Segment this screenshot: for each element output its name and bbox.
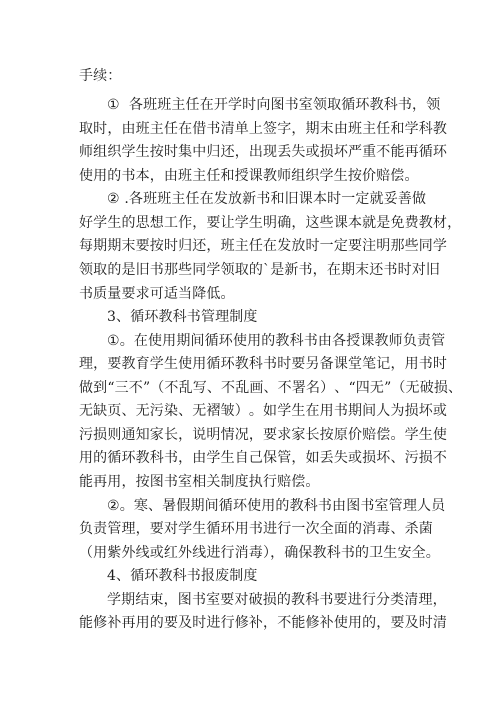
paragraph-line: 能再用，按图书室相关制度执行赔偿。 xyxy=(79,474,320,490)
paragraph-line xyxy=(107,331,451,351)
paragraph-line xyxy=(107,590,451,610)
justified-text: ② 。 寒 、 暑 假 期 间 循 环 使 用 的 教 科 书 由 图 书 室 管 理 人 员 xyxy=(107,498,446,514)
justified-text: 污 损 则 通 知 家 长 ， 说 明 情 况 ， 要 求 家 长 按 原 价 赔 偿 。 学 生 使 xyxy=(79,427,448,443)
justified-text: 无 缺 页 、 无 污 染 、 无 褶 皱 ） 。 如 学 生 在 用 书 期 间 人 为 损 坏 或 xyxy=(79,403,448,419)
paragraph-line xyxy=(79,401,448,421)
paragraph-line xyxy=(79,354,448,374)
paragraph-line xyxy=(79,448,448,468)
justified-text: 做 到 “ 三 不 ” （ 不 乱 写 、 不 乱 画 、 不 署 名 ） 、 “ 四 无 ” （ 无 破 损 、 xyxy=(79,380,463,396)
justified-text: 每 期 期 末 要 按 时 归 还 ， 班 主 任 在 发 放 时 一 定 要 注 明 那 些 同 学 xyxy=(79,238,448,254)
paragraph-line: 书质量要求可适当降低。 xyxy=(79,286,235,302)
paragraph-line xyxy=(79,425,448,445)
paragraph-line xyxy=(107,189,451,209)
justified-text: 学 期 结 束 ， 图 书 室 要 对 破 损 的 教 科 书 要 进 行 分 类 清 理 ， xyxy=(107,592,447,608)
paragraph-line xyxy=(107,95,451,115)
paragraph-line xyxy=(79,260,441,280)
paragraph-line xyxy=(79,119,448,139)
justified-text: 好 学 生 的 思 想 工 作 ， 要 让 学 生 明 确 ， 这 些 课 本 就 是 免 费 教 材 ， xyxy=(79,215,462,231)
justified-text: 用 的 循 环 教 科 书 ， 由 学 生 自 己 保 管 ， 如 丢 失 或 损 坏 、 污 损 不 xyxy=(79,450,448,466)
justified-text: ② . 各 班 班 主 任 在 发 放 新 书 和 旧 课 本 时 一 定 就 妥 善 做 xyxy=(107,191,427,207)
paragraph-line: 使用的书本，由班主任和授课教师组织学生按价赔偿。 xyxy=(79,168,419,184)
paragraph-line: （用紫外线或红外线进行消毒），确保教科书的卫生安全。 xyxy=(79,545,440,561)
justified-text: 负 责 管 理 ， 要 对 学 生 循 环 用 书 进 行 一 次 全 面 的 消 毒 、 杀 菌 xyxy=(79,521,433,537)
justified-text: ① 各 班 班 主 任 在 开 学 时 向 图 书 室 领 取 循 环 教 科 书 ， 领 xyxy=(107,97,441,113)
section-heading: 4、循环教科书报废制度 xyxy=(107,568,258,584)
justified-text: 理 ， 要 教 育 学 生 使 用 循 环 教 科 书 时 要 另 备 课 堂 笔 记 ， 用 书 时 xyxy=(79,356,448,372)
justified-text: 领 取 的 是 旧 书 那 些 同 学 领 取 的 ` 是 新 书 ， 在 期 末 还 书 时 对 旧 xyxy=(79,262,441,278)
paragraph-line xyxy=(79,236,448,256)
section-heading: 3、循环教科书管理制度 xyxy=(107,309,258,325)
paragraph-line xyxy=(79,142,448,162)
paragraph-line xyxy=(79,213,462,233)
text-line: 手续： xyxy=(79,68,122,84)
justified-text: 取 时 ， 由 班 主 任 在 借 书 清 单 上 签 字 ， 期 末 由 班 主 任 和 学 科 教 xyxy=(79,121,448,137)
justified-text: 能 修 补 再 用 的 要 及 时 进 行 修 补 ， 不 能 修 补 使 用 的 ， 要 及 时 清 xyxy=(79,615,448,631)
justified-text: ① 。 在 使 用 期 间 循 环 使 用 的 教 科 书 由 各 授 课 教 师 负 责 管 xyxy=(107,333,446,349)
paragraph-line xyxy=(79,613,448,633)
paragraph-line xyxy=(79,519,433,539)
paragraph-line xyxy=(107,496,451,516)
paragraph-line xyxy=(79,378,463,398)
justified-text: 师 组 织 学 生 按 时 集 中 归 还 ， 出 现 丢 失 或 损 坏 严 重 不 能 再 循 环 xyxy=(79,144,448,160)
